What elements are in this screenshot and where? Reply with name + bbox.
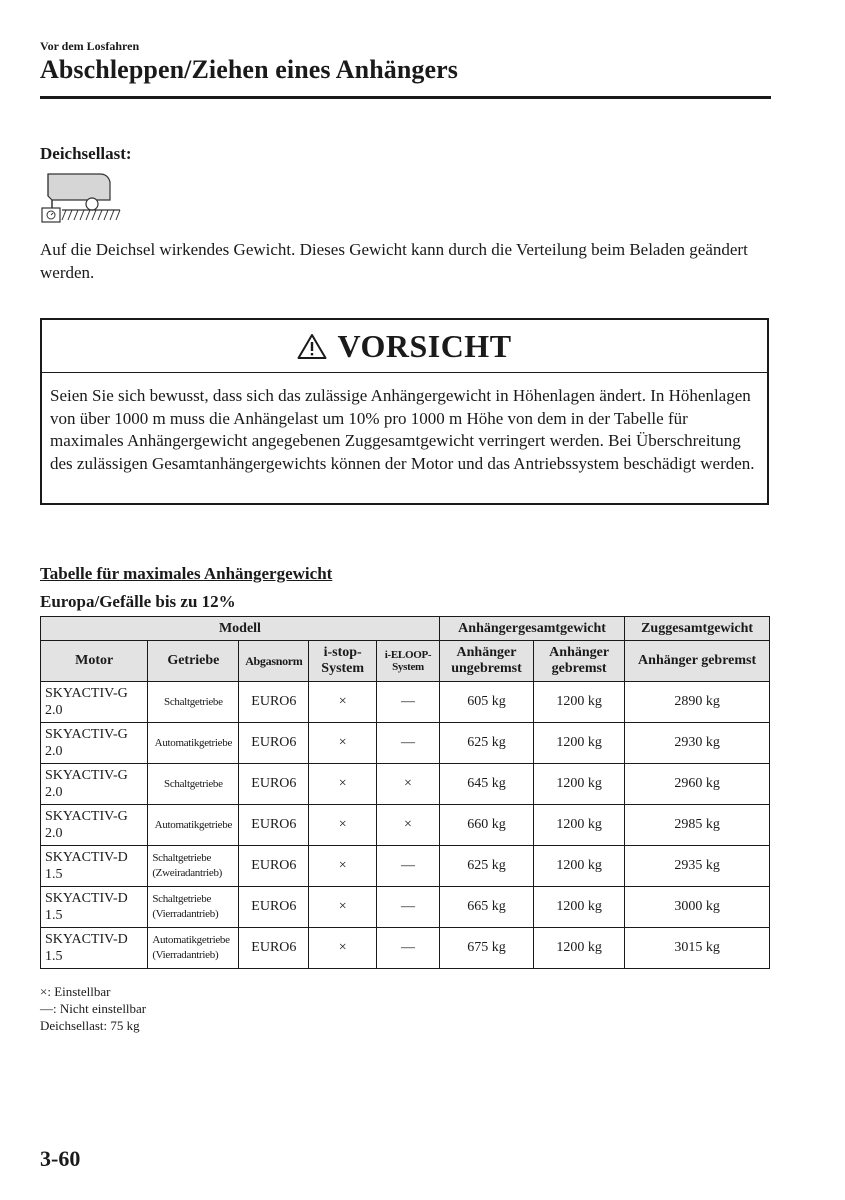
group-header-anhaengergesamtgewicht: Anhängergesamtgewicht (439, 617, 624, 641)
cell-getriebe: Automatikgetriebe (Vierradantrieb) (148, 928, 239, 969)
cell-zuggesamtgewicht: 2930 kg (625, 723, 770, 764)
cell-gebremst: 1200 kg (534, 928, 625, 969)
table-row (41, 682, 770, 723)
page-title: Abschleppen/Ziehen eines Anhängers (40, 55, 459, 84)
cell-istop: × (309, 805, 377, 846)
cell-gebremst: 1200 kg (534, 887, 625, 928)
cell-ieloop: — (377, 928, 440, 969)
cell-istop: × (309, 764, 377, 805)
cell-istop: × (309, 682, 377, 723)
cell-abgasnorm: EURO6 (239, 723, 309, 764)
cell-zuggesamtgewicht: 3015 kg (625, 928, 770, 969)
cell-getriebe: Schaltgetriebe (Zweiradantrieb) (148, 846, 239, 887)
column-header-motor: Motor (41, 641, 148, 682)
table-subheading: Europa/Gefälle bis zu 12% (40, 592, 236, 611)
cell-istop: × (309, 723, 377, 764)
cell-abgasnorm: EURO6 (239, 682, 309, 723)
cell-ieloop: × (377, 805, 440, 846)
cell-gebremst: 1200 kg (534, 846, 625, 887)
column-header-ieloop: i-ELOOP-System (377, 641, 440, 682)
legend-settable: ×: Einstellbar (40, 984, 111, 999)
cell-istop: × (309, 887, 377, 928)
trailer-scale-icon (40, 170, 122, 226)
cell-getriebe: Automatikgetriebe (148, 723, 239, 764)
cell-zuggesamtgewicht: 2935 kg (625, 846, 770, 887)
cell-motor: SKYACTIV-G 2.0 (41, 805, 148, 846)
table-row (41, 764, 770, 805)
legend-not-settable: —: Nicht einstellbar (40, 1001, 147, 1016)
cell-motor: SKYACTIV-G 2.0 (41, 764, 148, 805)
column-header-gebremst: Anhänger gebremst (534, 641, 625, 682)
cell-motor: SKYACTIV-G 2.0 (41, 682, 148, 723)
cell-gebremst: 1200 kg (534, 682, 625, 723)
cell-zuggesamtgewicht: 2960 kg (625, 764, 770, 805)
cell-motor: SKYACTIV-D 1.5 (41, 846, 148, 887)
cell-abgasnorm: EURO6 (239, 805, 309, 846)
cell-zuggesamtgewicht: 2890 kg (625, 682, 770, 723)
cell-getriebe: Schaltgetriebe (148, 682, 239, 723)
table-row (41, 928, 770, 969)
cell-abgasnorm: EURO6 (239, 928, 309, 969)
table-row (41, 723, 770, 764)
cell-ieloop: — (377, 846, 440, 887)
cell-abgasnorm: EURO6 (239, 764, 309, 805)
cell-ungebremst: 605 kg (439, 682, 533, 723)
column-header-ungebremst: Anhänger ungebremst (439, 641, 533, 682)
cell-motor: SKYACTIV-D 1.5 (41, 887, 148, 928)
column-header-getriebe: Getriebe (148, 641, 239, 682)
cell-ieloop: — (377, 723, 440, 764)
cell-ieloop: — (377, 682, 440, 723)
cell-getriebe: Schaltgetriebe (Vierradantrieb) (148, 887, 239, 928)
cell-ungebremst: 645 kg (439, 764, 533, 805)
table-row (41, 887, 770, 928)
cell-gebremst: 1200 kg (534, 805, 625, 846)
cell-motor: SKYACTIV-G 2.0 (41, 723, 148, 764)
deichsellast-description: Auf die Deichsel wirkendes Gewicht. Dieses Gewicht kann durch die Verteilung beim Beladen geändert werden. (40, 240, 748, 282)
cell-ungebremst: 665 kg (439, 887, 533, 928)
legend-tongue-load: Deichsellast: 75 kg (40, 1018, 140, 1033)
group-header-modell: Modell (41, 617, 440, 641)
caution-text: Seien Sie sich bewusst, dass sich das zulässige Anhängergewicht in Höhenlagen ändert. In Höhenlagen von über 1000 m muss die Anhängelast um 10% pro 1000 m Höhe von dem in der Tabelle für maximales Anhängergewicht angegebenen Zuggesamtgewicht verringert werden. Bei Überschreitung des zulässigen Gesamtanhängergewichts können der Motor und das Antriebssystem beschädigt werden. (50, 386, 755, 473)
cell-ieloop: — (377, 887, 440, 928)
title-rule (40, 96, 771, 99)
cell-abgasnorm: EURO6 (239, 846, 309, 887)
cell-motor: SKYACTIV-D 1.5 (41, 928, 148, 969)
cell-istop: × (309, 928, 377, 969)
cell-ieloop: × (377, 764, 440, 805)
table-legend (40, 983, 146, 1034)
column-header-zug-gebremst: Anhänger gebremst (625, 641, 770, 682)
section-label: Vor dem Losfahren (40, 39, 140, 53)
cell-zuggesamtgewicht: 2985 kg (625, 805, 770, 846)
caution-box (40, 318, 769, 505)
trailer-tongue-weight-illustration (40, 170, 122, 231)
caution-header (42, 320, 767, 373)
warning-triangle-icon (297, 333, 327, 360)
table-row (41, 805, 770, 846)
caution-title: VORSICHT (337, 327, 512, 364)
cell-ungebremst: 625 kg (439, 846, 533, 887)
column-header-istop: i-stop-System (309, 641, 377, 682)
cell-zuggesamtgewicht: 3000 kg (625, 887, 770, 928)
table-row (41, 846, 770, 887)
column-header-abgasnorm: Abgasnorm (239, 641, 309, 682)
cell-abgasnorm: EURO6 (239, 887, 309, 928)
max-trailer-weight-table (40, 616, 770, 969)
cell-getriebe: Schaltgetriebe (148, 764, 239, 805)
group-header-zuggesamtgewicht: Zuggesamtgewicht (625, 617, 770, 641)
deichsellast-heading: Deichsellast: (40, 144, 132, 163)
cell-getriebe: Automatikgetriebe (148, 805, 239, 846)
cell-istop: × (309, 846, 377, 887)
cell-gebremst: 1200 kg (534, 764, 625, 805)
page-number: 3-60 (40, 1146, 81, 1171)
table-heading: Tabelle für maximales Anhängergewicht (40, 564, 333, 583)
cell-gebremst: 1200 kg (534, 723, 625, 764)
cell-ungebremst: 625 kg (439, 723, 533, 764)
cell-ungebremst: 675 kg (439, 928, 533, 969)
cell-ungebremst: 660 kg (439, 805, 533, 846)
